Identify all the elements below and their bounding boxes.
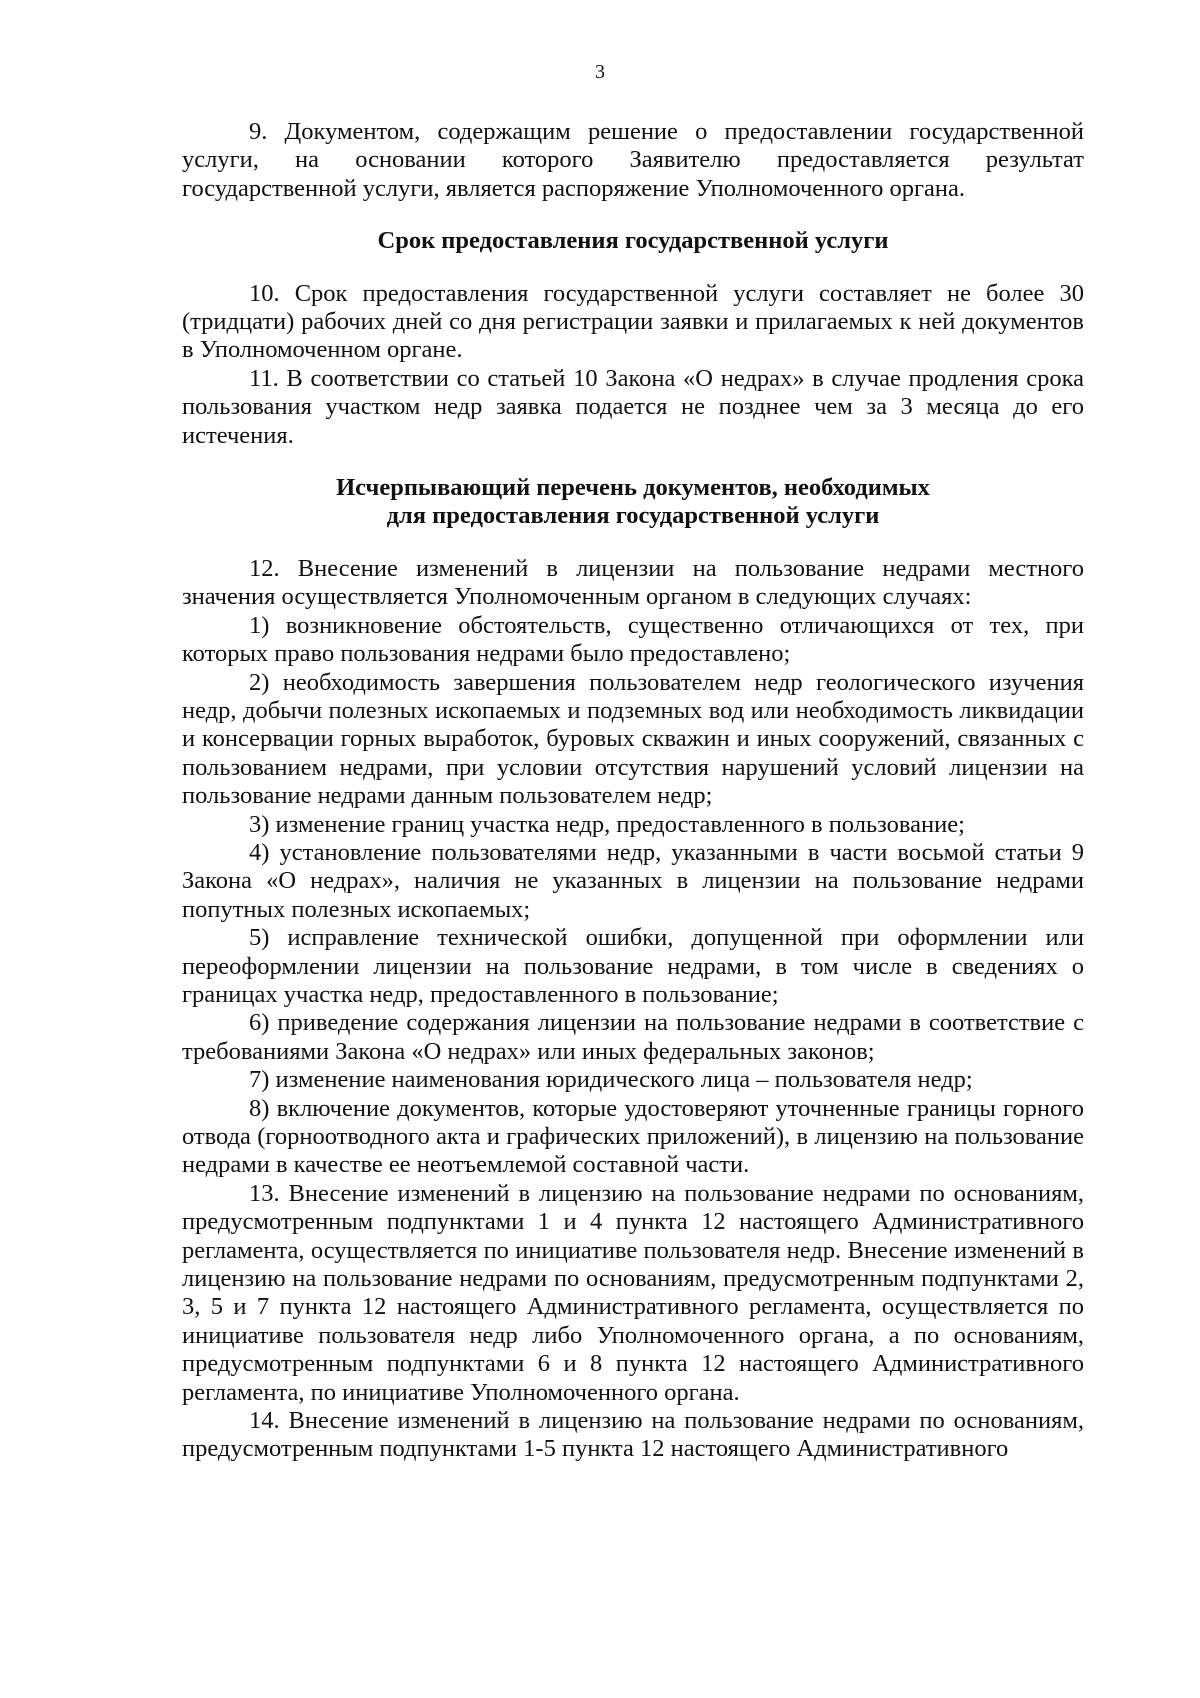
list-item-3: 3) изменение границ участка недр, предоставленного в пользование;: [249, 810, 965, 838]
list-item-4: 4) установление пользователями недр, указанными в части восьмой статьи 9 Закона «О недрах», наличия не указанных в лицензии на пользование недрами попутных полезных ископаемых;: [182, 838, 1084, 923]
paragraph-10: 10. Срок предоставления государственной услуги составляет не более 30 (тридцати) рабочих дней со дня регистрации заявки и прилагаемых к ней документов в Уполномоченном органе.: [182, 279, 1084, 364]
page-number: 3: [595, 61, 605, 83]
paragraph-13: 13. Внесение изменений в лицензию на пользование недрами по основаниям, предусмотренным подпунктами 1 и 4 пункта 12 настоящего Административного регламента, осуществляется по инициативе пользователя недр. Внесение изменений в лицензию на пользование недрами по основаниям, предусмотренным подпунктами 2, 3, 5 и 7 пункта 12 настоящего Административного регламента, осуществляется по инициативе пользователя недр либо Уполномоченного органа, а по основаниям, предусмотренным подпунктами 6 и 8 пункта 12 настоящего Административного регламента, по инициативе Уполномоченного органа.: [182, 1179, 1084, 1406]
list-item-5: 5) исправление технической ошибки, допущенной при оформлении или переоформлении лицензии на пользование недрами, в том числе в сведениях о границах участка недр, предоставленного в пользование;: [182, 924, 1084, 1008]
heading-line: для предоставления государственной услуги: [386, 502, 880, 530]
paragraph-12: 12. Внесение изменений в лицензии на пользование недрами местного значения осуществляется Уполномоченным органом в следующих случаях:: [182, 554, 1084, 611]
heading-line: Исчерпывающий перечень документов, необходимых: [336, 474, 930, 502]
list-item-6: 6) приведение содержания лицензии на пользование недрами в соответствие с требованиями Закона «О недрах» или иных федеральных законов;: [182, 1009, 1084, 1065]
section-heading-term: [182, 227, 1084, 255]
document-body: [182, 118, 1084, 1464]
section-heading-documents: [182, 474, 1084, 531]
heading-line: Срок предоставления государственной услуги: [377, 227, 889, 255]
list-item-7: 7) изменение наименования юридического лица – пользователя недр;: [249, 1066, 973, 1094]
list-item-2: 2) необходимость завершения пользователем недр геологического изучения недр, добычи полезных ископаемых и подземных вод или необходимость ликвидации и консервации горных выработок, буровых скважин и иных сооружений, связанных с пользованием недрами, при условии отсутствия нарушений условий лицензии на пользование недрами данным пользователем недр;: [182, 668, 1084, 810]
paragraph-14: 14. Внесение изменений в лицензию на пользование недрами по основаниям, предусмотренным подпунктами 1-5 пункта 12 настоящего Административного: [182, 1407, 1084, 1463]
list-item-8: 8) включение документов, которые удостоверяют уточненные границы горного отвода (горноотводного акта и графических приложений), в лицензию на пользование недрами в качестве ее неотъемлемой составной части.: [182, 1094, 1084, 1179]
list-item-1: 1) возникновение обстоятельств, существенно отличающихся от тех, при которых право пользования недрами было предоставлено;: [182, 611, 1084, 668]
paragraph-11: 11. В соответствии со статьей 10 Закона «О недрах» в случае продления срока пользования участком недр заявка подается не позднее чем за 3 месяца до его истечения.: [182, 364, 1084, 449]
paragraph-9: 9. Документом, содержащим решение о предоставлении государственной услуги, на основании которого Заявителю предоставляется результат государственной услуги, является распоряжение Уполномоченного органа.: [182, 118, 1084, 202]
